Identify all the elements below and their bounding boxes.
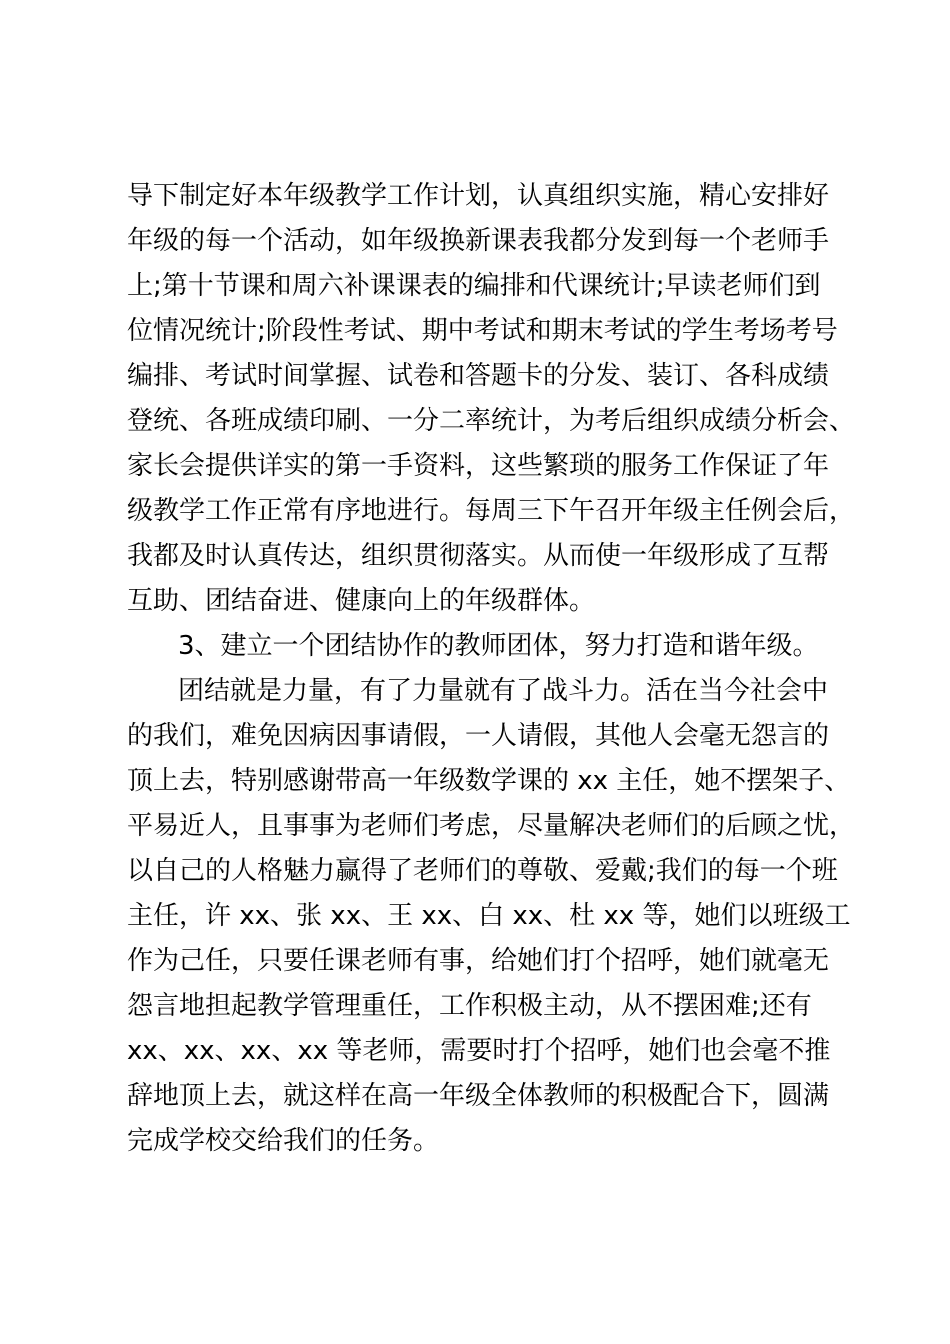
text-line: 平易近人，且事事为老师们考虑，尽量解决老师们的后顾之忧， (127, 811, 856, 841)
text-line: 级教学工作正常有序地进行。每周三下午召开年级主任例会后， (127, 496, 856, 526)
text-line: 完成学校交给我们的任务。 (127, 1126, 440, 1156)
text-line: 登统、各班成绩印刷、一分二率统计，为考后组织成绩分析会、 (127, 406, 856, 436)
section-heading: 3、建立一个团结协作的教师团体，努力打造和谐年级。 (178, 631, 819, 661)
text-line: xx、xx、xx、xx 等老师，需要时打个招呼，她们也会毫不推 (127, 1036, 831, 1066)
text-line: 作为己任，只要任课老师有事，给她们打个招呼，她们就毫无 (127, 946, 830, 976)
text-line: 以自己的人格魅力赢得了老师们的尊敬、爱戴;我们的每一个班 (127, 856, 838, 886)
text-line: 位情况统计;阶段性考试、期中考试和期末考试的学生考场考号 (127, 316, 838, 346)
text-line: 家长会提供详实的第一手资料，这些繁琐的服务工作保证了年 (127, 451, 830, 481)
text-line: 我都及时认真传达，组织贯彻落实。从而使一年级形成了互帮 (127, 541, 830, 571)
text-line: 互助、团结奋进、健康向上的年级群体。 (127, 586, 596, 616)
text-line: 上;第十节课和周六补课课表的编排和代课统计;早读老师们到 (127, 271, 821, 301)
text-line: 的我们，难免因病因事请假，一人请假，其他人会毫无怨言的 (127, 721, 830, 751)
text-line: 辞地顶上去，就这样在高一年级全体教师的积极配合下，圆满 (127, 1081, 830, 1111)
paragraph-start-line: 团结就是力量，有了力量就有了战斗力。活在当今社会中 (178, 676, 829, 706)
text-line: 顶上去，特别感谢带高一年级数学课的 xx 主任，她不摆架子、 (127, 766, 851, 796)
text-line: 导下制定好本年级教学工作计划，认真组织实施，精心安排好 (127, 181, 830, 211)
text-line: 年级的每一个活动，如年级换新课表我都分发到每一个老师手 (127, 226, 830, 256)
text-line: 主任，许 xx、张 xx、王 xx、白 xx、杜 xx 等，她们以班级工 (127, 901, 851, 931)
text-line: 编排、考试时间掌握、试卷和答题卡的分发、装订、各科成绩 (127, 361, 830, 391)
text-line: 怨言地担起教学管理重任，工作积极主动，从不摆困难;还有 (127, 991, 812, 1021)
